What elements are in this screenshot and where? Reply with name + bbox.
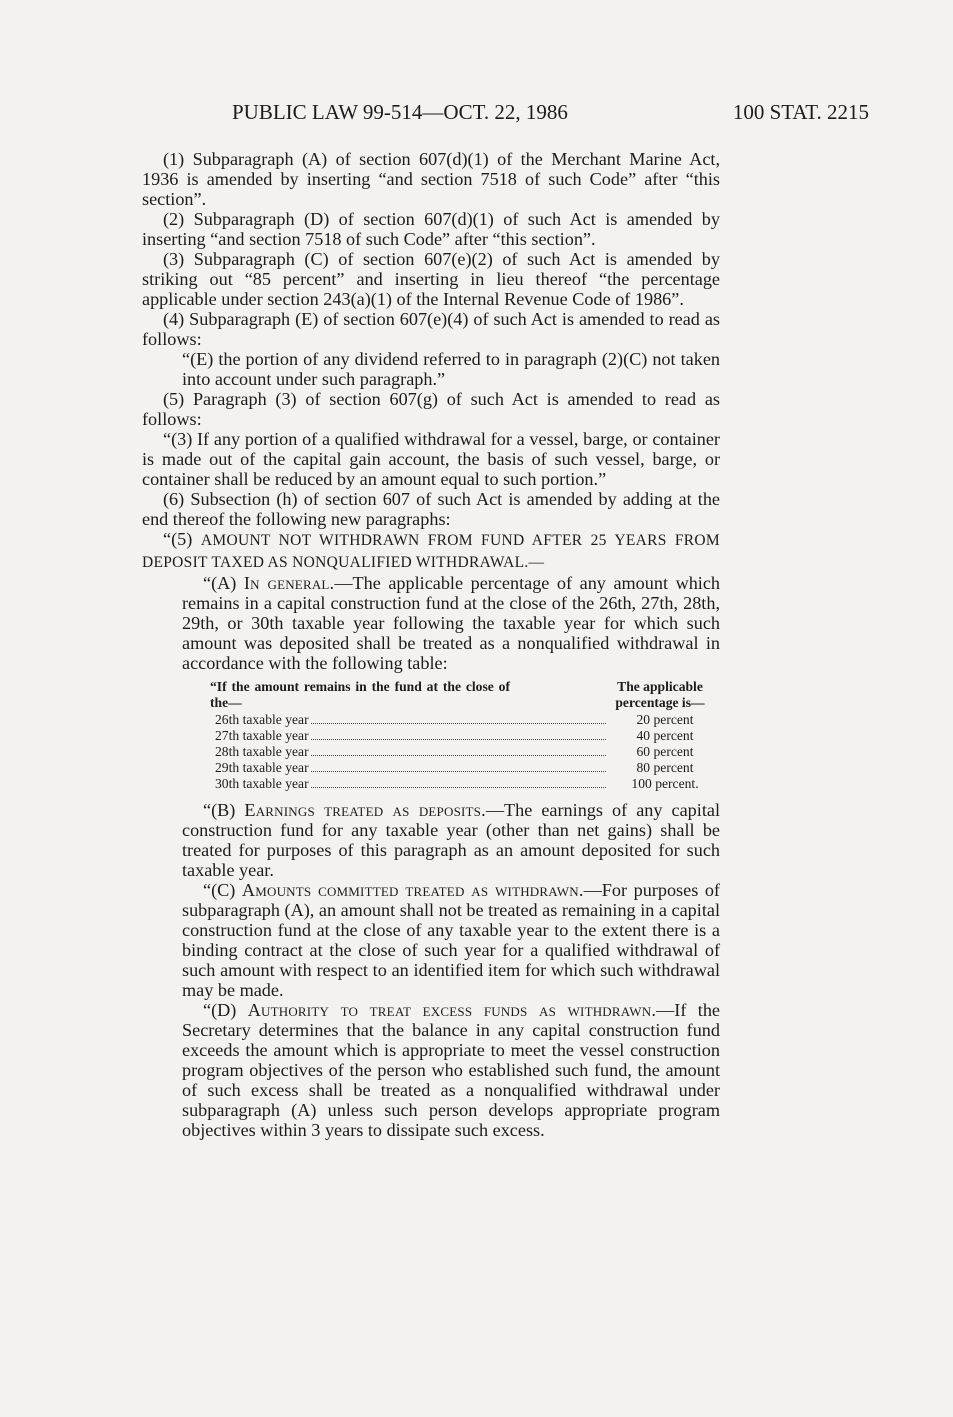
table-row: [215, 760, 720, 776]
row-label: 29th taxable year: [215, 760, 309, 775]
subparagraph-b-title: Earnings treated as deposits.: [244, 800, 486, 820]
quote-4: “(E) the portion of any dividend referred to in paragraph (2)(C) not taken into account under such paragraph.”: [182, 349, 720, 389]
subparagraph-b-lead: “(B): [203, 800, 236, 820]
paragraph-6: (6) Subsection (h) of section 607 of such Act is amended by adding at the end thereof the following new paragraphs:: [142, 489, 720, 529]
stat-citation: 100 STAT. 2215: [732, 100, 869, 124]
dot-leader: [311, 754, 606, 756]
subparagraph-d: [182, 1000, 720, 1140]
row-value: 60 percent: [636, 744, 694, 759]
table-header-left: “If the amount remains in the fund at the close of the—: [210, 679, 510, 710]
table-header-right: The applicable percentage is—: [615, 679, 705, 710]
table-row: [215, 712, 720, 728]
subparagraph-a-text: —The applicable percentage of any amount which remains in a capital construction fund at the close of the 26th, 27th, 28th, 29th, or 30th taxable year following the taxable year for which such amount was deposited shall be treated as a nonqualified withdrawal in accordance with the following table:: [182, 573, 721, 673]
law-citation: PUBLIC LAW 99-514—OCT. 22, 1986: [232, 100, 568, 124]
table-row: [215, 744, 720, 760]
subparagraph-c: [182, 880, 720, 1000]
new-paragraph-5-heading: [142, 529, 720, 573]
subparagraph-a-title: In general.: [243, 573, 335, 593]
row-value: 20 percent: [636, 712, 694, 727]
body-text: [142, 149, 720, 1140]
row-value: 100 percent.: [631, 776, 699, 791]
paragraph-5: (5) Paragraph (3) of section 607(g) of such Act is amended to read as follows:: [142, 389, 720, 429]
row-label: 30th taxable year: [215, 776, 309, 791]
page-header: [232, 100, 869, 128]
table-row: [215, 776, 720, 792]
row-value: 80 percent: [636, 760, 694, 775]
row-label: 26th taxable year: [215, 712, 309, 727]
row-value: 40 percent: [636, 728, 694, 743]
subparagraph-c-title: Amounts committed treated as withdrawn.: [241, 880, 584, 900]
subparagraph-c-text: —For purposes of subparagraph (A), an amount shall not be treated as remaining in a capital construction fund at the close of any taxable year to the extent there is a binding contract at the close of such year for a qualified withdrawal of such amount with respect to an identified item for which such withdrawal may be made.: [182, 880, 720, 1000]
subparagraph-d-title: Authority to treat excess funds as withdrawn.: [247, 1000, 657, 1020]
paragraph-2: (2) Subparagraph (D) of section 607(d)(1) of such Act is amended by inserting “and section 7518 of such Code” after “this section”.: [142, 209, 720, 249]
quote-5: “(3) If any portion of a qualified withdrawal for a vessel, barge, or container is made out of the capital gain account, the basis of such vessel, barge, or container shall be reduced by an amount equal to such portion.”: [142, 429, 720, 489]
row-label: 27th taxable year: [215, 728, 309, 743]
dot-leader: [311, 722, 606, 724]
dot-leader: [311, 770, 606, 772]
table-header: [210, 679, 720, 711]
subparagraph-d-lead: “(D): [203, 1000, 237, 1020]
paragraph-4: (4) Subparagraph (E) of section 607(e)(4) of such Act is amended to read as follows:: [142, 309, 720, 349]
dot-leader: [311, 738, 606, 740]
new-paragraph-5-title: AMOUNT NOT WITHDRAWN FROM FUND AFTER 25 YEARS FROM DEPOSIT TAXED AS NONQUALIFIED WITHDRAWAL.—: [142, 532, 721, 571]
percentage-table: [210, 679, 720, 792]
subparagraph-c-lead: “(C): [203, 880, 236, 900]
subparagraph-b: [182, 800, 720, 880]
new-paragraph-5-number: “(5): [163, 529, 193, 549]
row-label: 28th taxable year: [215, 744, 309, 759]
paragraph-3: (3) Subparagraph (C) of section 607(e)(2) of such Act is amended by striking out “85 percent” and inserting in lieu thereof “the percentage applicable under section 243(a)(1) of the Internal Revenue Code of 1986”.: [142, 249, 720, 309]
subparagraph-d-text: —If the Secretary determines that the balance in any capital construction fund exceeds the amount which is appropriate to meet the vessel construction program objectives of the person who established such fund, the amount of such excess shall be treated as a nonqualified withdrawal under subparagraph (A) unless such person develops appropriate program objectives within 3 years to dissipate such excess.: [182, 1000, 720, 1140]
paragraph-1: (1) Subparagraph (A) of section 607(d)(1) of the Merchant Marine Act, 1936 is amended by inserting “and section 7518 of such Code” after “this section”.: [142, 149, 720, 209]
subparagraph-a-lead: “(A): [203, 573, 237, 593]
subparagraph-b-text: —The earnings of any capital construction fund for any taxable year (other than net gains) shall be treated for purposes of this paragraph as an amount deposited for such taxable year.: [182, 800, 720, 880]
subparagraph-a: [182, 573, 720, 673]
dot-leader: [311, 786, 606, 788]
table-row: [215, 728, 720, 744]
